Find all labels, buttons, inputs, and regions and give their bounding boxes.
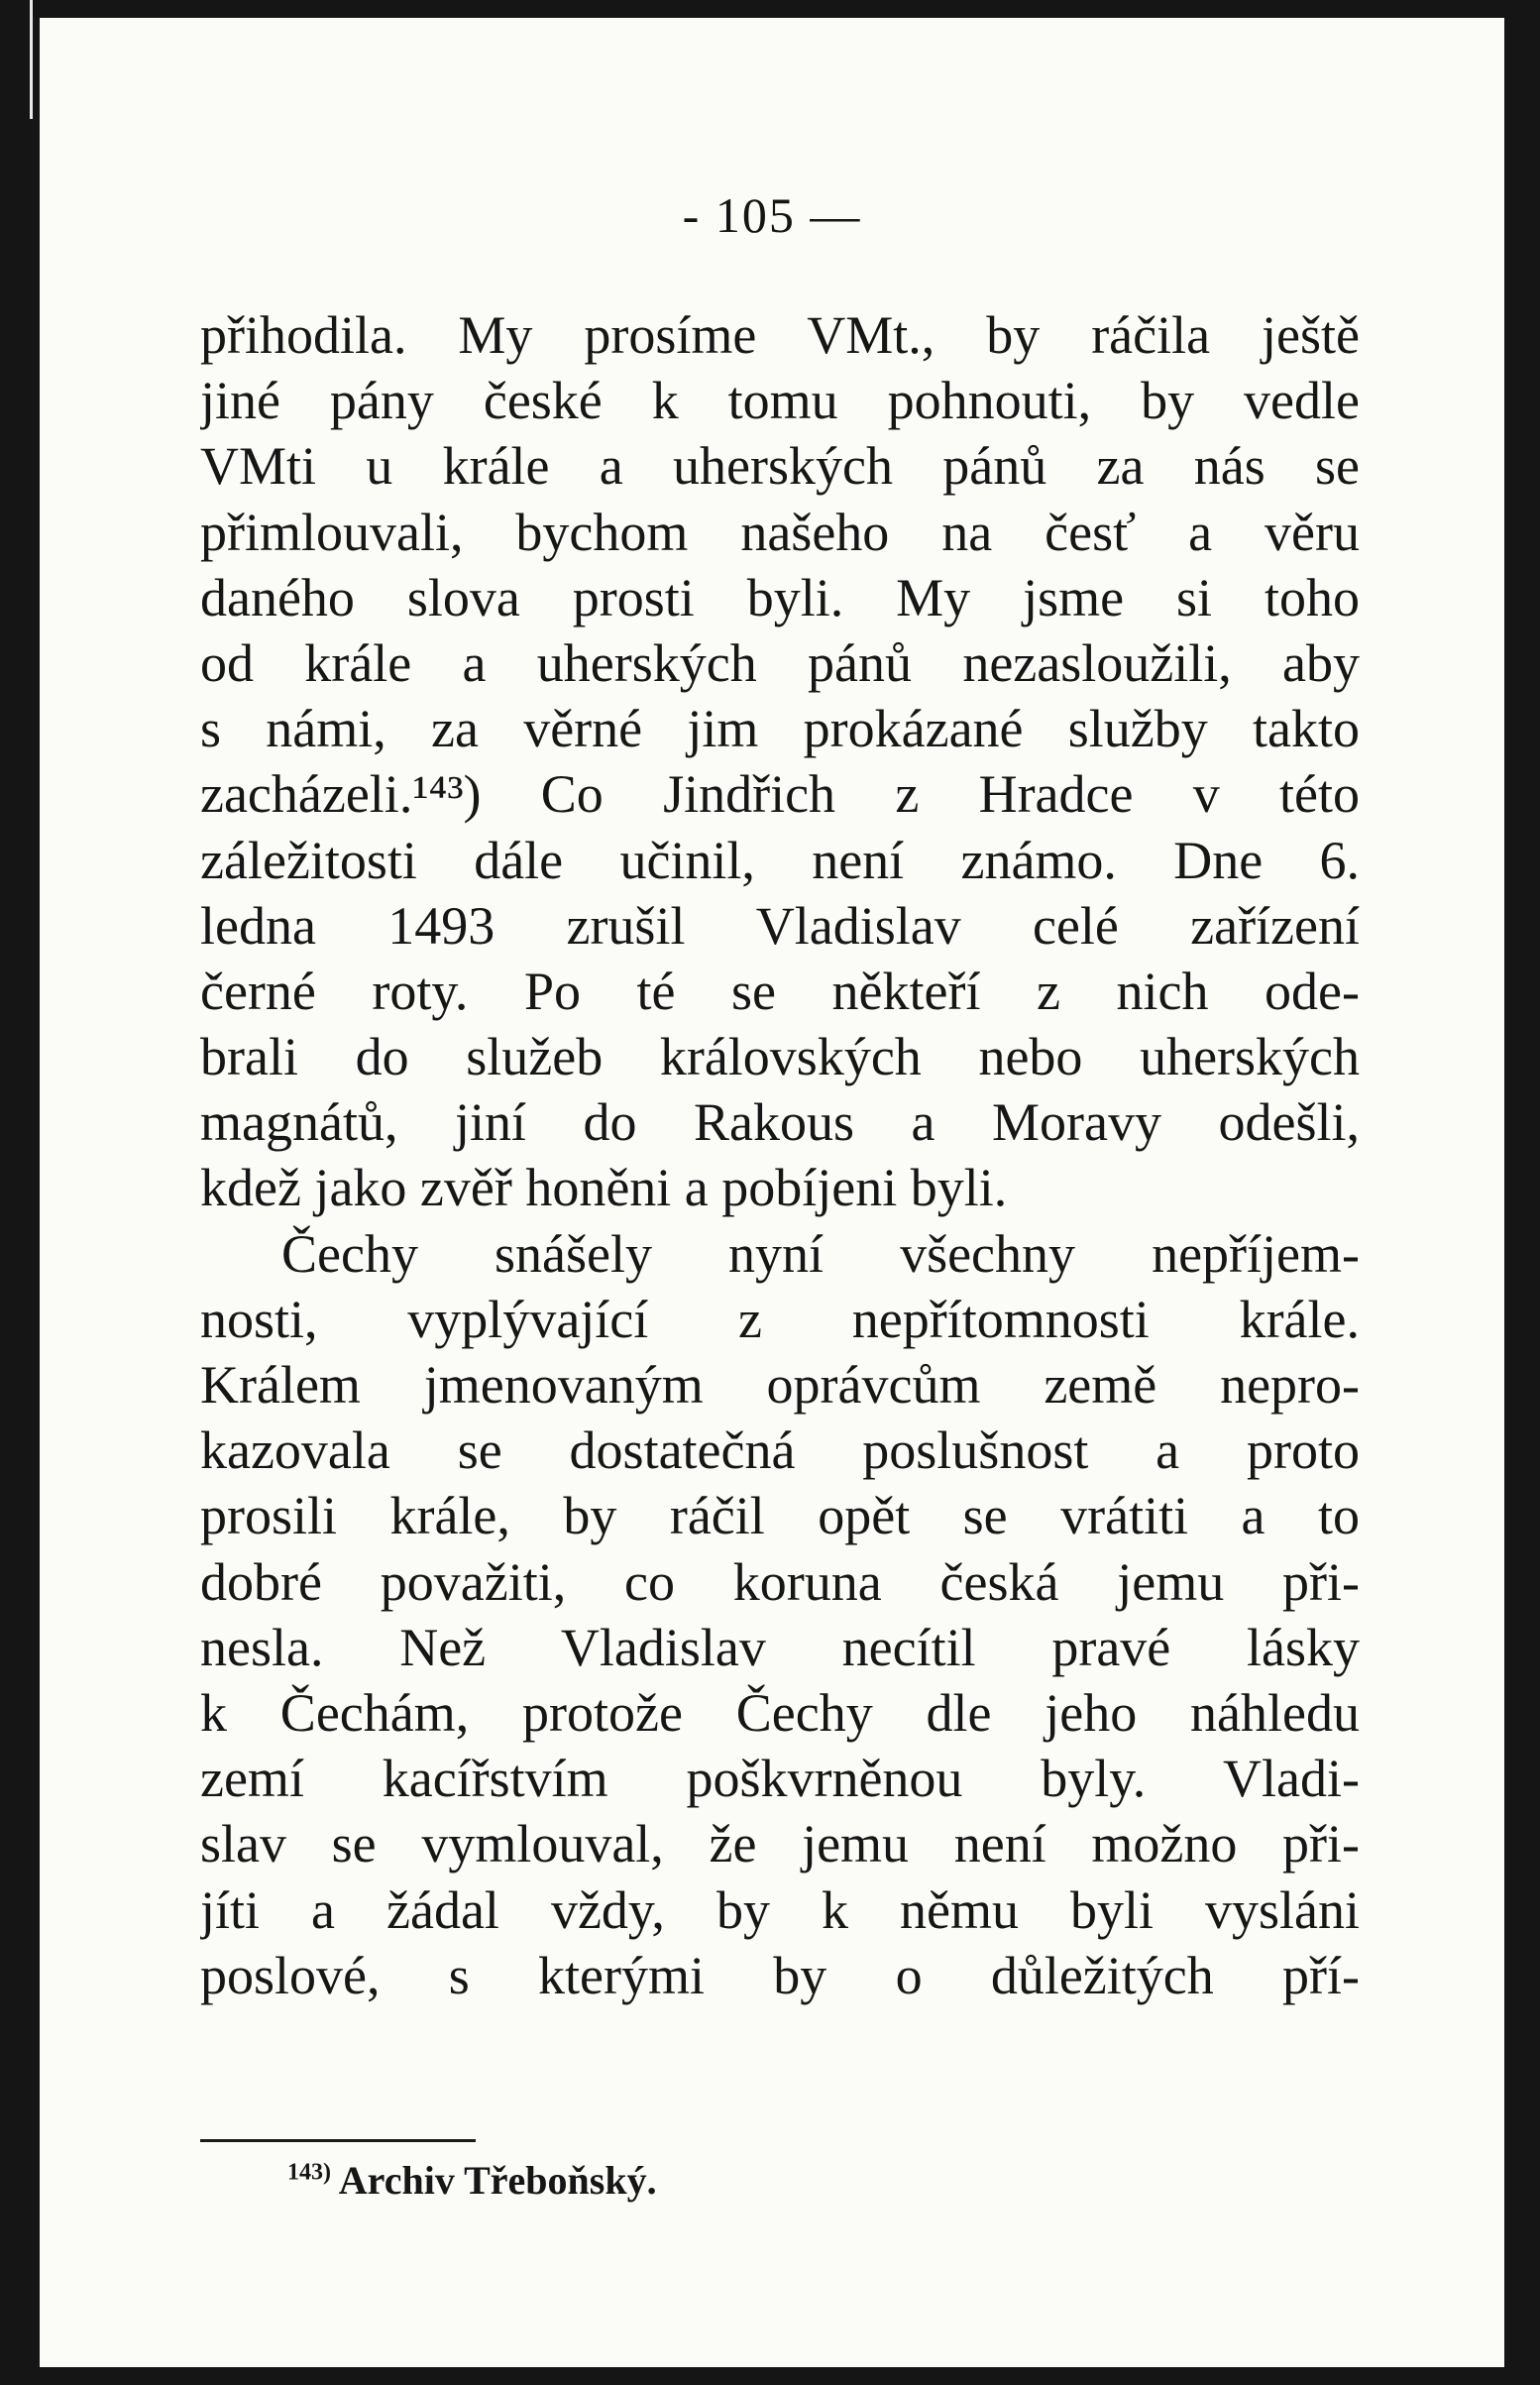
text-line: k Čechám, protože Čechy dle jeho náhledu <box>200 1682 1360 1743</box>
text-line: daného slova prosti byli. My jsme si toho <box>200 567 1360 627</box>
body-text <box>200 302 1360 2008</box>
text-line: brali do služeb královských nebo uherských <box>200 1027 1360 1087</box>
text-line: s námi, za věrné jim prokázané služby takto <box>200 699 1360 759</box>
footnote-divider <box>200 2139 476 2142</box>
text-line: nosti, vyplývající z nepřítomnosti krále. <box>200 1289 1360 1349</box>
text-line: přimlouvali, bychom našeho na česť a věru <box>200 502 1360 562</box>
scan-edge-mark <box>30 0 33 119</box>
text-line: magnátů, jiní do Rakous a Moravy odešli, <box>200 1092 1360 1153</box>
text-line: VMti u krále a uherských pánů za nás se <box>200 436 1360 497</box>
text-line: prosili krále, by ráčil opět se vrátiti a to <box>200 1486 1360 1546</box>
footnote-text: Archiv Třeboňský. <box>338 2158 657 2203</box>
text-line: ledna 1493 zrušil Vladislav celé zařízení <box>200 895 1360 956</box>
page-number: - 105 — <box>682 187 862 243</box>
text-line: slav se vymlouval, že jemu není možno při- <box>200 1814 1360 1874</box>
footnote <box>287 2157 657 2204</box>
text-line: kazovala se dostatečná poslušnost a proto <box>200 1420 1360 1481</box>
text-line: nesla. Než Vladislav necítil pravé lásky <box>200 1617 1360 1677</box>
text-line: kdež jako zvěř honěni a pobíjeni byli. <box>200 1158 1008 1218</box>
footnote-mark: 143) <box>287 2159 331 2186</box>
text-line: jíti a žádal vždy, by k němu byli vysláni <box>200 1879 1360 1940</box>
book-page <box>40 18 1504 2367</box>
text-line-paragraph-start: Čechy snášely nyní všechny nepříjem- <box>281 1223 1360 1284</box>
text-line: záležitosti dále učinil, není známo. Dne 6. <box>200 830 1360 890</box>
text-line: zemí kacířstvím poškvrněnou byly. Vladi- <box>200 1749 1360 1809</box>
text-line: černé roty. Po té se někteří z nich ode- <box>200 961 1360 1021</box>
text-line: zacházeli.¹⁴³) Co Jindřich z Hradce v této <box>200 764 1360 825</box>
text-line: Králem jmenovaným oprávcům země nepro- <box>200 1355 1360 1415</box>
text-line: poslové, s kterými by o důležitých pří- <box>200 1945 1360 2005</box>
text-line: jiné pány české k tomu pohnouti, by vedle <box>200 371 1360 431</box>
text-line: od krále a uherských pánů nezasloužili, aby <box>200 632 1360 693</box>
text-line: dobré považiti, co koruna česká jemu při- <box>200 1551 1360 1612</box>
text-line: přihodila. My prosíme VMt., by ráčila ještě <box>200 305 1360 365</box>
